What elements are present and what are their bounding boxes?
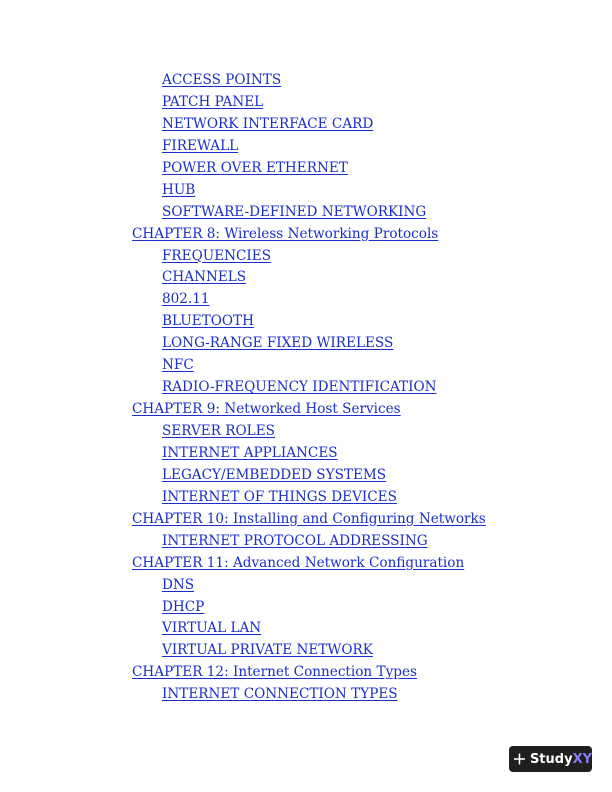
toc-section-entry bbox=[132, 311, 486, 333]
toc-section-link[interactable]: BLUETOOTH bbox=[162, 313, 254, 330]
toc-section-link[interactable]: HUB bbox=[162, 181, 196, 198]
toc-section-entry bbox=[132, 289, 486, 311]
toc-chapter-entry bbox=[132, 553, 486, 575]
toc-section-link[interactable]: DHCP bbox=[162, 598, 205, 615]
toc-section-link[interactable]: 802.11 bbox=[162, 291, 210, 308]
watermark-word-xy: XY bbox=[572, 751, 592, 767]
studyxy-watermark bbox=[509, 746, 592, 772]
toc-section-link[interactable]: LEGACY/EMBEDDED SYSTEMS bbox=[162, 466, 387, 483]
toc-section-link[interactable]: VIRTUAL PRIVATE NETWORK bbox=[162, 642, 373, 659]
toc-section-entry bbox=[132, 180, 486, 202]
watermark-word-study: Study bbox=[529, 751, 573, 767]
toc-section-entry bbox=[132, 267, 486, 289]
toc-section-entry bbox=[132, 531, 486, 553]
toc-section-entry bbox=[132, 202, 486, 224]
table-of-contents bbox=[132, 70, 486, 706]
toc-chapter-link[interactable]: CHAPTER 11: Advanced Network Configuration bbox=[132, 554, 465, 571]
toc-section-entry bbox=[132, 421, 486, 443]
toc-section-link[interactable]: VIRTUAL LAN bbox=[162, 620, 262, 637]
toc-section-link[interactable]: INTERNET CONNECTION TYPES bbox=[162, 686, 398, 703]
toc-chapter-entry bbox=[132, 509, 486, 531]
toc-section-link[interactable]: FIREWALL bbox=[162, 137, 239, 154]
toc-section-entry bbox=[132, 114, 486, 136]
toc-section-link[interactable]: INTERNET PROTOCOL ADDRESSING bbox=[162, 532, 428, 549]
toc-section-entry bbox=[132, 355, 486, 377]
toc-section-link[interactable]: RADIO-FREQUENCY IDENTIFICATION bbox=[162, 379, 437, 396]
toc-section-link[interactable]: PATCH PANEL bbox=[162, 93, 264, 110]
toc-section-entry bbox=[132, 443, 486, 465]
toc-section-link[interactable]: FREQUENCIES bbox=[162, 247, 272, 264]
toc-chapter-link[interactable]: CHAPTER 9: Networked Host Services bbox=[132, 401, 401, 418]
toc-section-entry bbox=[132, 246, 486, 268]
toc-section-entry bbox=[132, 377, 486, 399]
toc-section-entry bbox=[132, 70, 486, 92]
toc-section-link[interactable]: INTERNET APPLIANCES bbox=[162, 444, 338, 461]
toc-section-link[interactable]: INTERNET OF THINGS DEVICES bbox=[162, 488, 397, 505]
toc-chapter-link[interactable]: CHAPTER 12: Internet Connection Types bbox=[132, 664, 417, 681]
toc-section-entry bbox=[132, 92, 486, 114]
toc-section-link[interactable]: SOFTWARE-DEFINED NETWORKING bbox=[162, 203, 427, 220]
toc-section-link[interactable]: NETWORK INTERFACE CARD bbox=[162, 115, 374, 132]
toc-chapter-entry bbox=[132, 662, 486, 684]
toc-section-entry bbox=[132, 333, 486, 355]
toc-chapter-entry bbox=[132, 399, 486, 421]
toc-section-entry bbox=[132, 158, 486, 180]
toc-section-link[interactable]: CHANNELS bbox=[162, 269, 247, 286]
toc-chapter-link[interactable]: CHAPTER 8: Wireless Networking Protocols bbox=[132, 225, 439, 242]
toc-section-link[interactable]: POWER OVER ETHERNET bbox=[162, 159, 348, 176]
toc-section-link[interactable]: ACCESS POINTS bbox=[162, 72, 282, 88]
toc-section-link[interactable]: DNS bbox=[162, 576, 195, 593]
toc-section-entry bbox=[132, 597, 486, 619]
toc-section-entry bbox=[132, 465, 486, 487]
toc-section-entry bbox=[132, 640, 486, 662]
plus-icon bbox=[514, 752, 525, 766]
toc-section-entry bbox=[132, 487, 486, 509]
toc-section-link[interactable]: NFC bbox=[162, 357, 194, 374]
toc-chapter-entry bbox=[132, 224, 486, 246]
toc-section-link[interactable]: LONG-RANGE FIXED WIRELESS bbox=[162, 335, 394, 352]
toc-section-entry bbox=[132, 136, 486, 158]
toc-chapter-link[interactable]: CHAPTER 10: Installing and Configuring Networks bbox=[132, 510, 486, 527]
toc-section-entry bbox=[132, 618, 486, 640]
toc-section-entry bbox=[132, 575, 486, 597]
toc-section-link[interactable]: SERVER ROLES bbox=[162, 423, 275, 439]
toc-section-entry bbox=[132, 684, 486, 706]
